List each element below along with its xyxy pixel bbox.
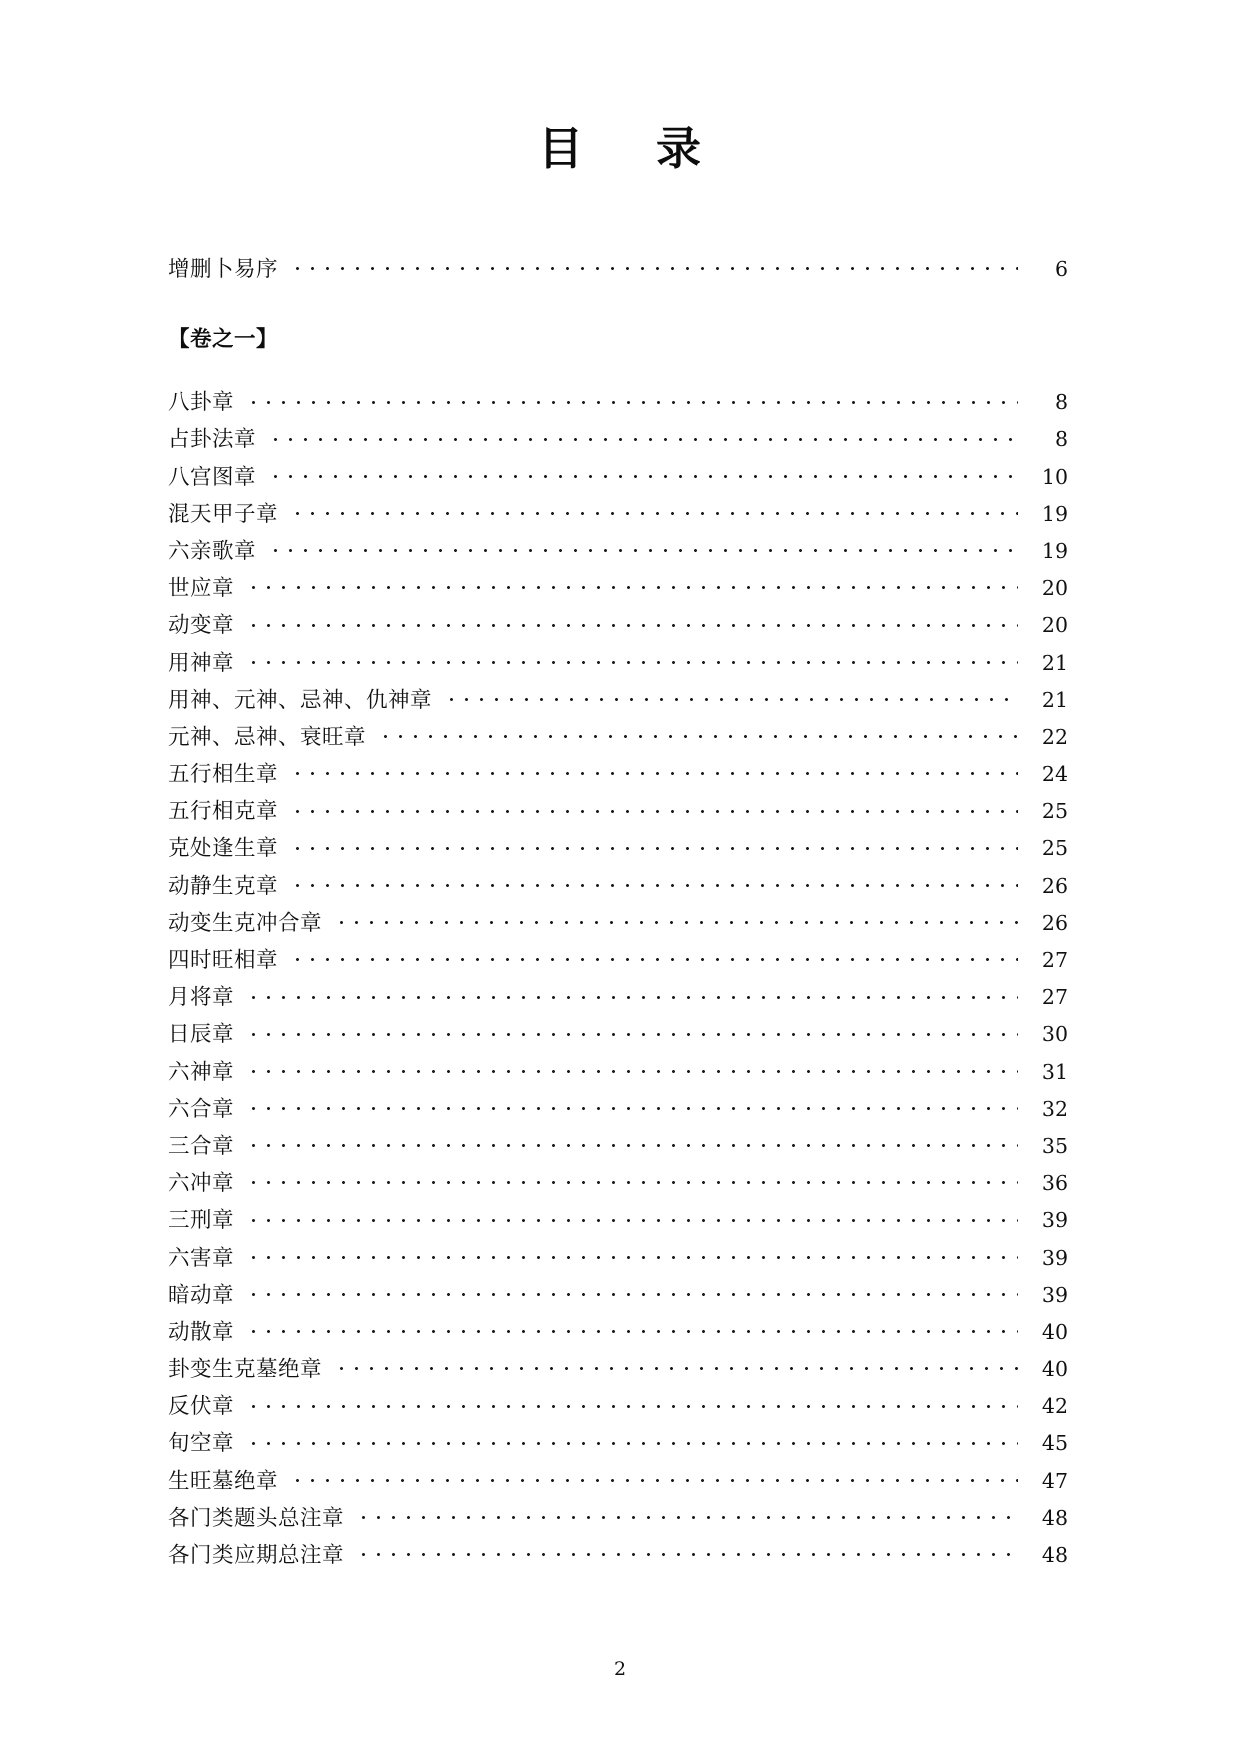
toc-leader-dots (296, 872, 1018, 893)
toc-leader-dots (252, 1392, 1018, 1413)
toc-entry-list (168, 388, 1068, 1578)
toc-entry[interactable] (168, 1429, 1068, 1466)
toc-entry[interactable] (168, 1281, 1068, 1318)
toc-leader-dots (296, 1467, 1018, 1488)
toc-leader-dots (252, 1244, 1018, 1265)
toc-entry-label: 六害章 (168, 1245, 235, 1271)
toc-entry-page-number: 40 (1041, 1357, 1068, 1382)
toc-entry-label: 动散章 (168, 1319, 235, 1345)
toc-entry-label: 各门类题头总注章 (168, 1505, 345, 1531)
toc-leader-dots (362, 1504, 1018, 1525)
toc-entry-page-number: 42 (1041, 1394, 1068, 1419)
toc-leader-dots (252, 1169, 1018, 1190)
toc-entry-label: 混天甲子章 (168, 501, 279, 527)
toc-entry-page-number: 6 (1054, 257, 1068, 281)
toc-entry-page-number: 20 (1041, 576, 1068, 601)
toc-entry[interactable] (168, 611, 1068, 648)
toc-entry-page-number: 48 (1041, 1543, 1068, 1567)
toc-entry-label: 三刑章 (168, 1208, 235, 1234)
toc-entry[interactable] (168, 649, 1068, 686)
toc-entry-label: 各门类应期总注章 (168, 1543, 345, 1568)
toc-entry[interactable] (168, 834, 1068, 871)
toc-entry-page-number: 30 (1041, 1022, 1068, 1047)
toc-leader-dots (340, 909, 1018, 930)
footer-page-number: 2 (613, 1658, 627, 1680)
toc-entry[interactable] (168, 797, 1068, 834)
toc-entry[interactable] (168, 1020, 1068, 1057)
toc-leader-dots (384, 723, 1018, 744)
toc-leader-dots (252, 611, 1018, 632)
toc-entry[interactable] (168, 425, 1068, 462)
toc-entry-page-number: 19 (1041, 501, 1068, 526)
toc-entry-label: 用神章 (168, 650, 235, 676)
toc-leader-dots (296, 255, 1018, 276)
toc-entry-label: 六神章 (168, 1059, 235, 1085)
toc-entry-label: 三合章 (168, 1133, 235, 1159)
toc-leader-dots (252, 649, 1018, 670)
toc-leader-dots (274, 537, 1018, 558)
toc-entry[interactable] (168, 946, 1068, 983)
toc-entry[interactable] (168, 1318, 1068, 1355)
toc-entry-label: 占卦法章 (168, 427, 257, 453)
toc-entry-page-number: 21 (1041, 650, 1068, 675)
toc-leader-dots (252, 1058, 1018, 1079)
toc-leader-dots (252, 1132, 1018, 1153)
toc-leader-dots (296, 946, 1018, 967)
toc-entry[interactable] (168, 723, 1068, 760)
toc-entry-page-number: 20 (1041, 613, 1068, 638)
toc-entry[interactable] (168, 983, 1068, 1020)
toc-entry[interactable] (168, 1467, 1068, 1504)
toc-entry-label: 用神、元神、忌神、仇神章 (168, 687, 433, 713)
toc-entry-page-number: 27 (1041, 985, 1068, 1010)
toc-entry-page-number: 47 (1041, 1468, 1068, 1493)
toc-volume-heading-label: 【卷之一】 (168, 327, 279, 352)
toc-leader-dots (252, 1281, 1018, 1302)
toc-entry[interactable] (168, 1169, 1068, 1206)
toc-entry-page-number: 39 (1041, 1282, 1068, 1307)
toc-leader-dots (296, 834, 1018, 855)
toc-entry-label: 五行相克章 (168, 799, 279, 825)
toc-entry-label: 生旺墓绝章 (168, 1468, 279, 1494)
toc-entry[interactable] (168, 1132, 1068, 1169)
toc-entry-page-number: 27 (1041, 948, 1068, 972)
toc-entry-page-number: 25 (1041, 836, 1068, 861)
toc-entry-label: 动变生克冲合章 (168, 910, 323, 936)
toc-entry-page-number: 40 (1041, 1319, 1068, 1344)
toc-entry[interactable] (168, 909, 1068, 946)
toc-entry-label: 六冲章 (168, 1171, 235, 1197)
toc-entry[interactable] (168, 388, 1068, 425)
toc-leader-dots (450, 686, 1018, 707)
toc-leader-dots (340, 1355, 1018, 1376)
toc-entry-label: 六合章 (168, 1096, 235, 1122)
toc-entry-page-number: 19 (1041, 538, 1068, 563)
page-title-char-second: 录 (656, 122, 702, 175)
page-footer (0, 1658, 1240, 1680)
toc-entry-page-number: 26 (1041, 910, 1068, 935)
toc-entry-page-number: 31 (1041, 1059, 1068, 1084)
toc-leader-dots (296, 797, 1018, 818)
toc-entry[interactable] (168, 1095, 1068, 1132)
toc-entry-page-number: 45 (1041, 1431, 1068, 1456)
toc-entry[interactable] (168, 1541, 1068, 1578)
toc-leader-dots (362, 1541, 1018, 1562)
page-title-char-first: 目 (538, 122, 584, 175)
toc-entry-page-number: 39 (1041, 1245, 1068, 1270)
toc-entry-label: 旬空章 (168, 1431, 235, 1457)
toc-entry-page-number: 36 (1041, 1171, 1068, 1196)
toc-entry[interactable] (168, 760, 1068, 797)
table-of-contents (168, 255, 1068, 1578)
toc-entry-label: 卦变生克墓绝章 (168, 1357, 323, 1383)
toc-entry[interactable] (168, 537, 1068, 574)
toc-leader-dots (252, 1206, 1018, 1227)
toc-entry-label: 暗动章 (168, 1282, 235, 1308)
toc-entry[interactable] (168, 574, 1068, 611)
toc-entry-page-number: 26 (1041, 873, 1068, 898)
toc-entry-page-number: 22 (1041, 724, 1068, 749)
toc-entry[interactable] (168, 686, 1068, 723)
toc-entry-label: 月将章 (168, 985, 235, 1011)
toc-entry-page-number: 21 (1041, 687, 1068, 712)
toc-leader-dots (252, 1020, 1018, 1041)
toc-entry-page-number: 10 (1041, 464, 1068, 489)
toc-entry-preface[interactable] (168, 255, 1068, 299)
toc-entry[interactable] (168, 872, 1068, 909)
toc-leader-dots (274, 425, 1018, 446)
toc-entry-label: 八卦章 (168, 390, 235, 416)
toc-entry-page-number: 8 (1054, 390, 1068, 415)
toc-entry-label: 动变章 (168, 613, 235, 639)
toc-leader-dots (252, 574, 1018, 595)
toc-entry-page-number: 35 (1041, 1133, 1068, 1158)
toc-leader-dots (296, 760, 1018, 781)
toc-entry[interactable] (168, 500, 1068, 537)
toc-entry-label: 增删卜易序 (168, 257, 279, 282)
toc-entry-page-number: 48 (1041, 1505, 1068, 1530)
toc-leader-dots (252, 1095, 1018, 1116)
toc-leader-dots (252, 1318, 1018, 1339)
toc-entry-label: 克处逢生章 (168, 836, 279, 862)
toc-leader-dots (252, 1429, 1018, 1450)
toc-entry[interactable] (168, 1244, 1068, 1281)
toc-volume-heading (168, 329, 1068, 366)
toc-entry-label: 元神、忌神、衰旺章 (168, 724, 367, 750)
toc-entry[interactable] (168, 1206, 1068, 1243)
toc-leader-dots (296, 500, 1018, 521)
toc-entry-label: 反伏章 (168, 1394, 235, 1420)
toc-entry-page-number: 25 (1041, 799, 1068, 824)
toc-entry[interactable] (168, 1355, 1068, 1392)
toc-entry-page-number: 39 (1041, 1208, 1068, 1233)
toc-leader-dots (274, 463, 1018, 484)
toc-entry-label: 六亲歌章 (168, 538, 257, 564)
toc-leader-dots (252, 983, 1018, 1004)
toc-leader-dots (252, 388, 1018, 409)
toc-entry-label: 四时旺相章 (168, 948, 279, 973)
toc-entry-label: 日辰章 (168, 1022, 235, 1048)
toc-entry[interactable] (168, 1392, 1068, 1429)
toc-entry[interactable] (168, 1504, 1068, 1541)
toc-spacer (168, 299, 1068, 329)
toc-entry[interactable] (168, 1058, 1068, 1095)
toc-entry-label: 八宫图章 (168, 464, 257, 490)
toc-entry-label: 动静生克章 (168, 873, 279, 899)
toc-entry-page-number: 32 (1041, 1096, 1068, 1121)
toc-spacer (168, 366, 1068, 388)
toc-entry-page-number: 24 (1041, 762, 1068, 787)
toc-entry-label: 世应章 (168, 576, 235, 602)
page-title (0, 112, 1240, 177)
toc-entry-label: 五行相生章 (168, 762, 279, 788)
toc-entry[interactable] (168, 463, 1068, 500)
toc-entry-page-number: 8 (1054, 427, 1068, 452)
